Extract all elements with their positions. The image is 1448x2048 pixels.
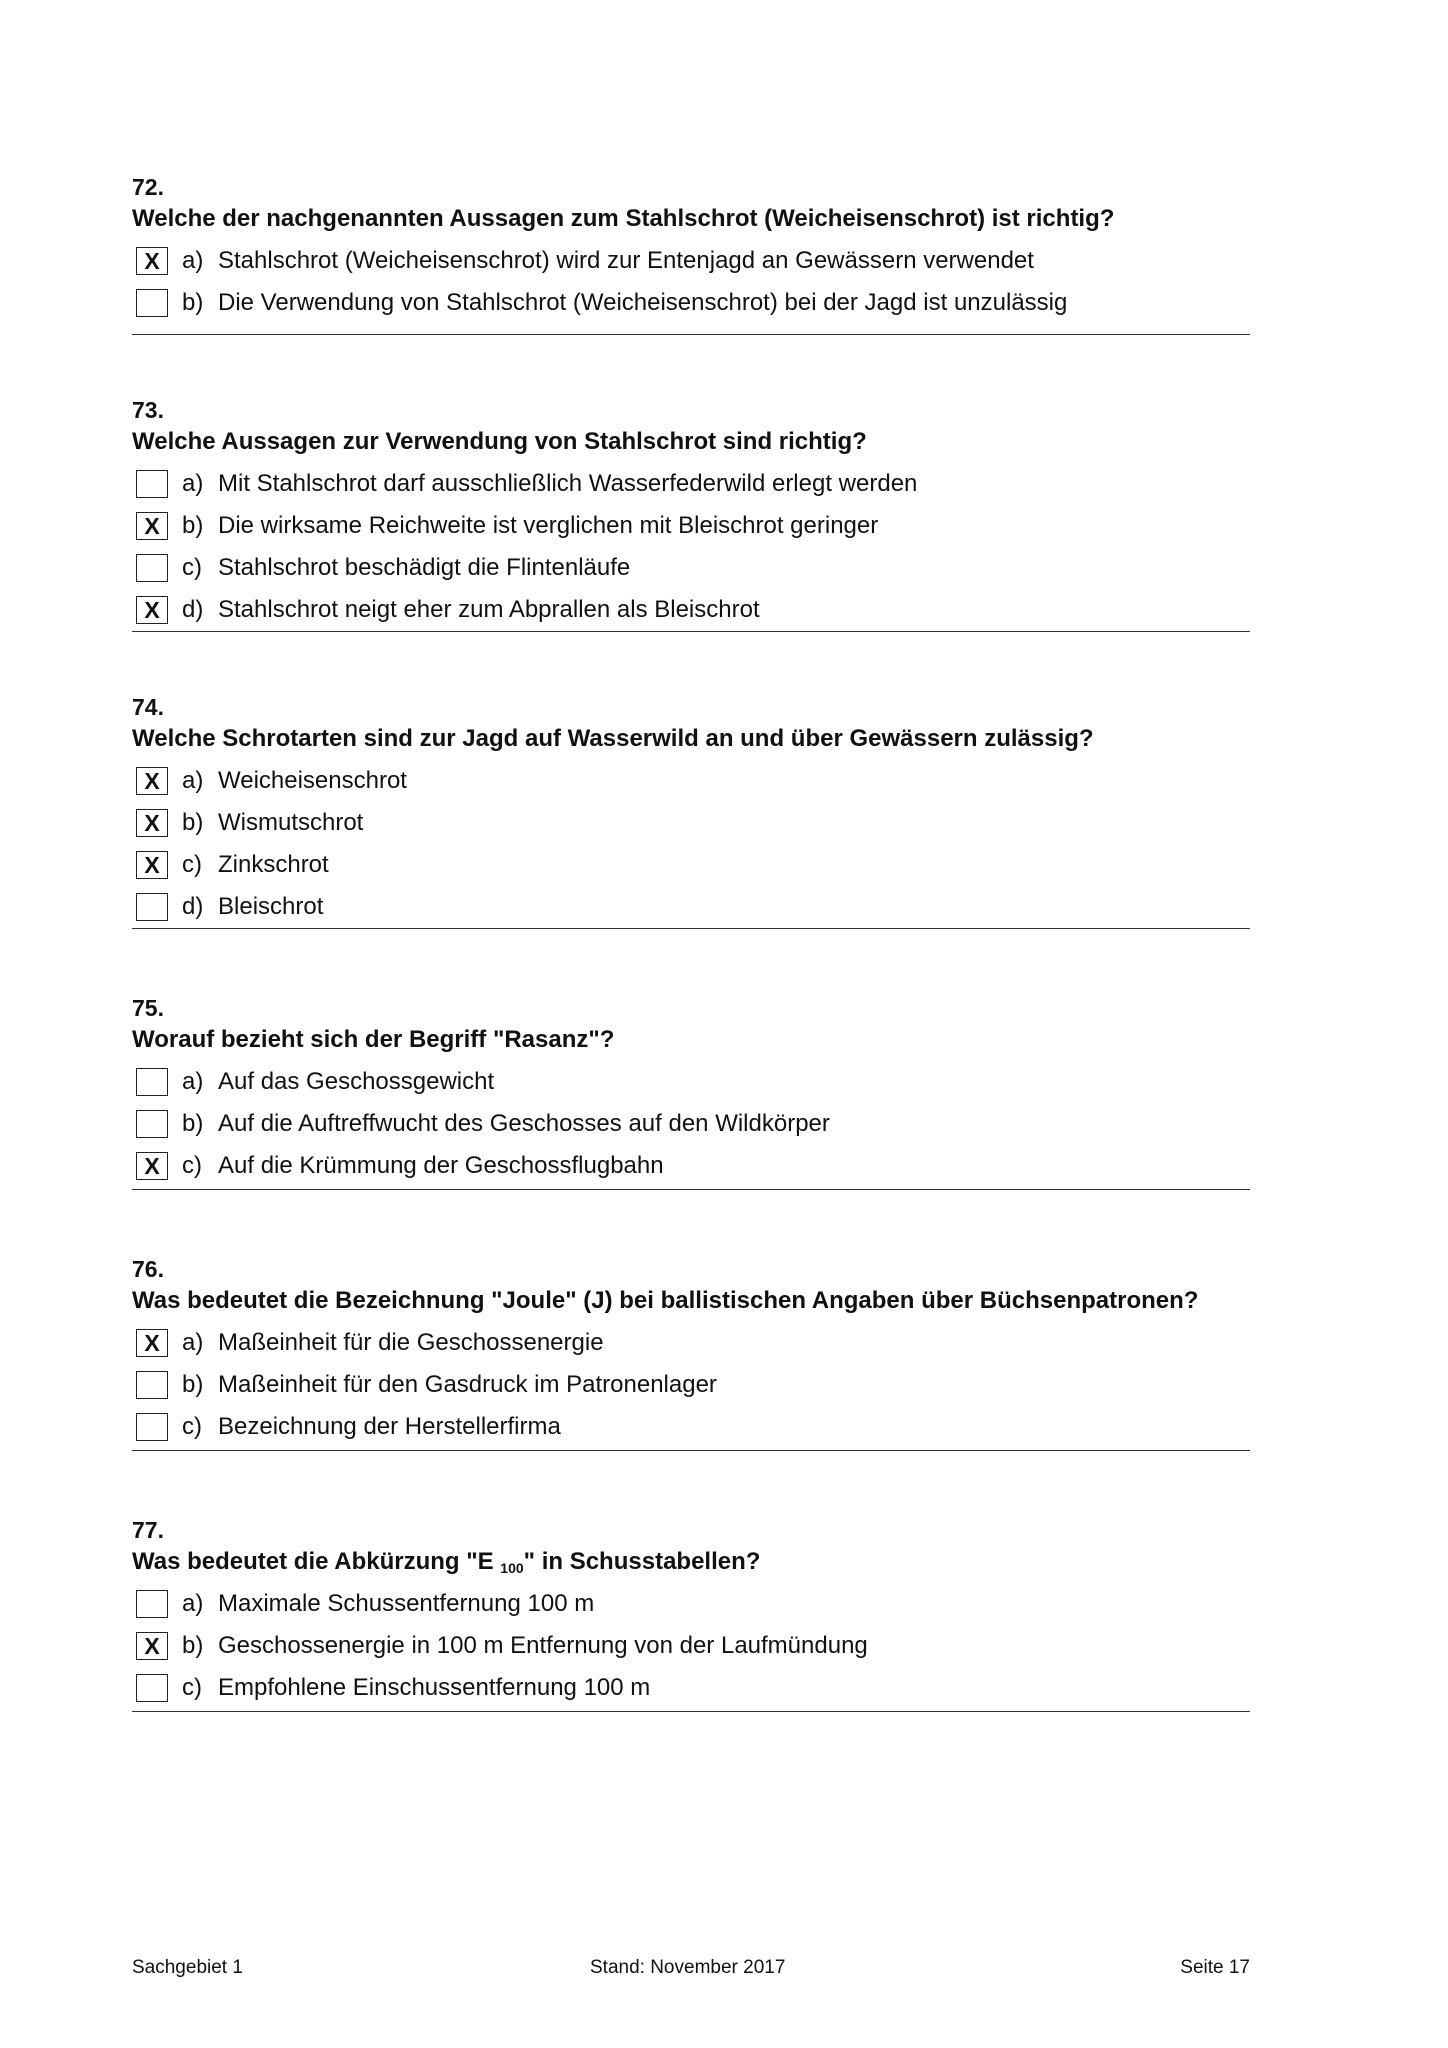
question-text-subscript: 100 <box>500 1560 524 1576</box>
question-text <box>132 1547 1250 1583</box>
answer-checkbox[interactable]: X <box>136 809 168 837</box>
option-text: Stahlschrot (Weicheisenschrot) wird zur Entenjagd an Gewässern verwendet <box>218 247 1034 274</box>
option-letter: c) <box>182 1152 202 1179</box>
answer-checkbox[interactable]: X <box>136 247 168 275</box>
option-text: Stahlschrot beschädigt die Flintenläufe <box>218 554 631 581</box>
option-text: Auf das Geschossgewicht <box>218 1068 495 1095</box>
question-number: 75. <box>132 995 164 1021</box>
option-text: Maßeinheit für die Geschossenergie <box>218 1329 604 1356</box>
question-text-start: Was bedeutet die Abkürzung "E <box>132 1548 501 1575</box>
answer-option-b <box>132 1364 1250 1406</box>
answer-checkbox[interactable] <box>136 1413 168 1441</box>
question-text-end: " in Schusstabellen? <box>523 1548 761 1575</box>
answer-option-b <box>132 282 1250 324</box>
answer-option-d <box>132 886 1250 928</box>
question-number: 74. <box>132 694 164 720</box>
option-letter: a) <box>182 1590 204 1617</box>
question-list <box>132 172 1250 1712</box>
answer-checkbox[interactable] <box>136 1110 168 1138</box>
option-letter: b) <box>182 1632 204 1659</box>
question-75 <box>132 993 1250 1190</box>
answer-option-c <box>132 1406 1250 1448</box>
answer-option-d <box>132 589 1250 631</box>
option-letter: c) <box>182 554 202 581</box>
answer-checkbox[interactable] <box>136 1590 168 1618</box>
footer-section: Sachgebiet 1 <box>132 1957 243 1978</box>
answer-checkbox[interactable] <box>136 1674 168 1702</box>
answer-option-b <box>132 1625 1250 1667</box>
answer-checkbox[interactable] <box>136 289 168 317</box>
question-text: Welche Schrotarten sind zur Jagd auf Wasserwild an und über Gewässern zulässig? <box>132 725 1094 752</box>
option-letter: a) <box>182 767 204 794</box>
question-text: Welche Aussagen zur Verwendung von Stahlschrot sind richtig? <box>132 428 867 455</box>
question-text: Worauf bezieht sich der Begriff "Rasanz"? <box>132 1026 615 1053</box>
option-letter: a) <box>182 470 204 497</box>
answer-option-b <box>132 802 1250 844</box>
answer-checkbox[interactable]: X <box>136 1329 168 1357</box>
answer-option-b <box>132 505 1250 547</box>
option-letter: d) <box>182 596 204 623</box>
answer-checkbox[interactable] <box>136 554 168 582</box>
question-74 <box>132 692 1250 929</box>
footer-date: Stand: November 2017 <box>590 1957 786 1978</box>
option-text: Geschossenergie in 100 m Entfernung von der Laufmündung <box>218 1632 868 1659</box>
question-number: 76. <box>132 1256 164 1282</box>
answer-option-c <box>132 547 1250 589</box>
question-number: 77. <box>132 1517 164 1543</box>
option-letter: b) <box>182 289 204 316</box>
answer-option-a <box>132 1061 1250 1103</box>
answer-option-c <box>132 1667 1250 1709</box>
answer-option-b <box>132 1103 1250 1145</box>
option-letter: b) <box>182 809 204 836</box>
answer-checkbox[interactable] <box>136 1371 168 1399</box>
option-letter: c) <box>182 1674 202 1701</box>
question-number: 73. <box>132 397 164 423</box>
answer-option-a <box>132 463 1250 505</box>
answer-checkbox[interactable]: X <box>136 512 168 540</box>
answer-checkbox[interactable] <box>136 1068 168 1096</box>
option-letter: a) <box>182 1329 204 1356</box>
page-footer <box>132 1957 1250 1987</box>
option-letter: b) <box>182 512 204 539</box>
answer-option-c <box>132 844 1250 886</box>
answer-option-a <box>132 1322 1250 1364</box>
option-letter: a) <box>182 247 204 274</box>
option-text: Maximale Schussentfernung 100 m <box>218 1590 595 1617</box>
answer-option-a <box>132 1583 1250 1625</box>
option-text: Wismutschrot <box>218 809 364 836</box>
option-text: Die wirksame Reichweite ist verglichen mit Bleischrot geringer <box>218 512 879 539</box>
option-letter: b) <box>182 1371 204 1398</box>
option-text: Empfohlene Einschussentfernung 100 m <box>218 1674 651 1701</box>
question-text: Was bedeutet die Bezeichnung "Joule" (J) bei ballistischen Angaben über Büchsenpatronen? <box>132 1287 1199 1314</box>
question-73 <box>132 395 1250 632</box>
answer-checkbox[interactable]: X <box>136 851 168 879</box>
option-text: Weicheisenschrot <box>218 767 407 794</box>
option-text: Die Verwendung von Stahlschrot (Weicheisenschrot) bei der Jagd ist unzulässig <box>218 289 1068 316</box>
question-72 <box>132 172 1250 335</box>
answer-checkbox[interactable]: X <box>136 767 168 795</box>
option-text: Auf die Krümmung der Geschossflugbahn <box>218 1152 664 1179</box>
option-letter: c) <box>182 1413 202 1440</box>
option-text: Maßeinheit für den Gasdruck im Patronenlager <box>218 1371 717 1398</box>
answer-checkbox[interactable] <box>136 470 168 498</box>
question-text: Welche der nachgenannten Aussagen zum Stahlschrot (Weicheisenschrot) ist richtig? <box>132 205 1115 232</box>
question-76 <box>132 1254 1250 1451</box>
answer-checkbox[interactable]: X <box>136 1152 168 1180</box>
option-letter: d) <box>182 893 204 920</box>
option-text: Zinkschrot <box>218 851 329 878</box>
answer-option-a <box>132 240 1250 282</box>
option-letter: a) <box>182 1068 204 1095</box>
answer-checkbox[interactable] <box>136 893 168 921</box>
answer-option-c <box>132 1145 1250 1187</box>
option-letter: c) <box>182 851 202 878</box>
answer-checkbox[interactable]: X <box>136 596 168 624</box>
question-77 <box>132 1515 1250 1712</box>
option-text: Mit Stahlschrot darf ausschließlich Wasserfederwild erlegt werden <box>218 470 918 497</box>
question-number: 72. <box>132 174 164 200</box>
option-text: Bezeichnung der Herstellerfirma <box>218 1413 561 1440</box>
option-text: Stahlschrot neigt eher zum Abprallen als Bleischrot <box>218 596 760 623</box>
option-letter: b) <box>182 1110 204 1137</box>
answer-checkbox[interactable]: X <box>136 1632 168 1660</box>
answer-option-a <box>132 760 1250 802</box>
option-text: Auf die Auftreffwucht des Geschosses auf den Wildkörper <box>218 1110 830 1137</box>
option-text: Bleischrot <box>218 893 324 920</box>
footer-page-number: Seite 17 <box>1180 1957 1250 1978</box>
